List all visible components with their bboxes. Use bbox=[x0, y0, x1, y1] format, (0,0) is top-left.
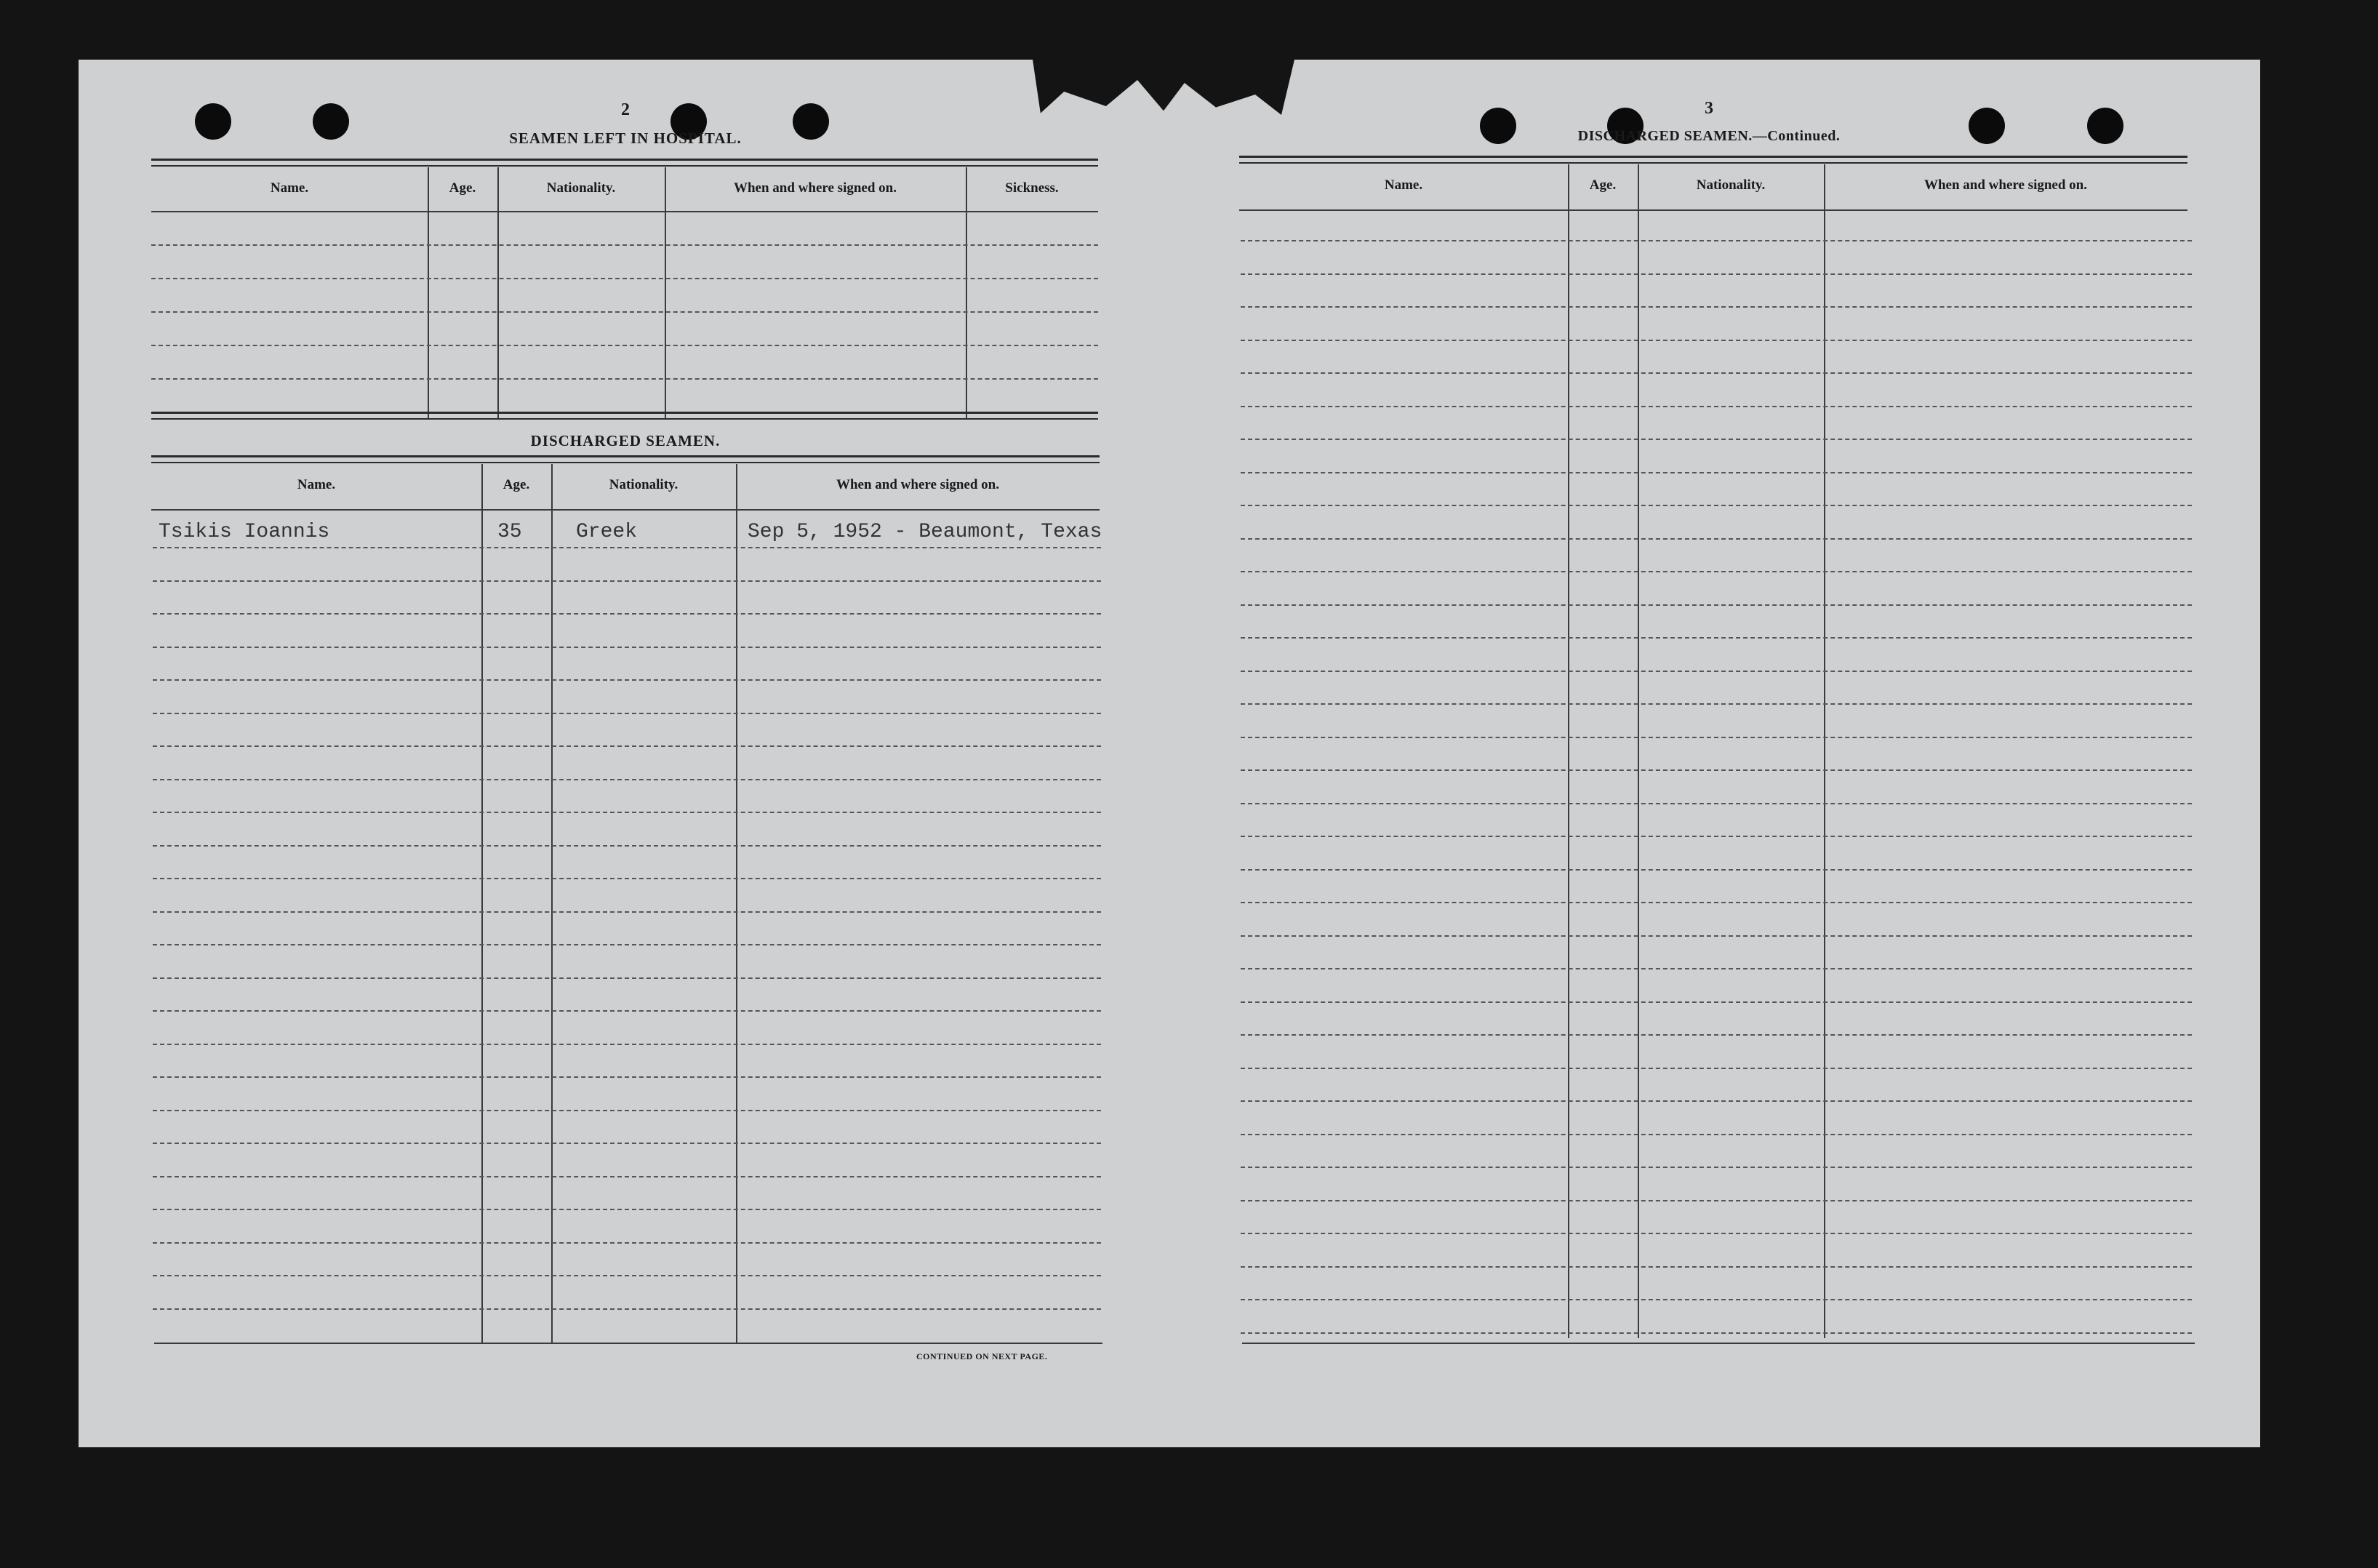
ruled-line bbox=[1241, 1100, 2192, 1102]
ruled-line bbox=[1241, 406, 2192, 407]
ruled-line bbox=[1241, 637, 2192, 639]
ruled-line bbox=[1241, 1200, 2192, 1201]
ruled-line bbox=[1241, 803, 2192, 804]
ruled-line bbox=[1241, 869, 2192, 871]
hospital-section-title: SEAMEN LEFT IN HOSPITAL. bbox=[509, 129, 742, 147]
seaman-age: 35 bbox=[497, 521, 522, 543]
punch-hole bbox=[1969, 108, 2005, 144]
punch-hole bbox=[2087, 108, 2123, 144]
seaman-signed-on: Sep 5, 1952 - Beaumont, Texas bbox=[748, 521, 1102, 543]
hospital-header-nationality: Nationality. bbox=[546, 180, 616, 196]
discharged-header-rule bbox=[151, 509, 1100, 511]
ruled-line bbox=[153, 878, 1101, 879]
ruled-line bbox=[151, 311, 1098, 313]
ruled-line bbox=[151, 244, 1098, 246]
ruled-line bbox=[1241, 1266, 2192, 1268]
ruled-line bbox=[153, 1209, 1101, 1210]
discharged-bottom-rule bbox=[154, 1343, 1102, 1344]
ruled-line bbox=[153, 745, 1101, 747]
ruled-line bbox=[153, 1242, 1101, 1244]
ruled-line bbox=[151, 278, 1098, 279]
ruled-line bbox=[1241, 538, 2192, 540]
ruled-line bbox=[1241, 1034, 2192, 1036]
right-header-rule bbox=[1239, 209, 2187, 211]
right-page-title: DISCHARGED SEAMEN.—Continued. bbox=[1577, 128, 1841, 144]
ruled-line bbox=[153, 580, 1101, 582]
hospital-header-signed-on: When and where signed on. bbox=[733, 180, 897, 196]
ruled-line bbox=[1241, 472, 2192, 473]
ruled-line bbox=[151, 345, 1098, 346]
right-bottom-rule bbox=[1242, 1343, 2195, 1344]
ruled-line bbox=[1241, 1001, 2192, 1003]
ruled-line bbox=[1241, 340, 2192, 341]
discharged-header-age: Age. bbox=[503, 477, 530, 492]
ruled-line bbox=[153, 1076, 1101, 1078]
page-number-left: 2 bbox=[621, 100, 630, 119]
ruled-line bbox=[1241, 372, 2192, 374]
hospital-header-sickness: Sickness. bbox=[1005, 180, 1059, 196]
discharged-header-signed-on: When and where signed on. bbox=[836, 477, 999, 492]
seaman-nationality: Greek bbox=[576, 521, 638, 543]
ruled-line bbox=[1241, 306, 2192, 308]
hospital-header-name: Name. bbox=[270, 180, 309, 196]
ruled-line bbox=[1241, 671, 2192, 672]
ruled-line bbox=[1241, 836, 2192, 837]
right-header-nationality: Nationality. bbox=[1696, 177, 1766, 193]
ruled-line bbox=[153, 1275, 1101, 1276]
hospital-header-rule bbox=[151, 211, 1098, 212]
ruled-line bbox=[151, 378, 1098, 380]
page-number-right: 3 bbox=[1705, 99, 1713, 118]
ruled-line bbox=[1241, 935, 2192, 937]
ruled-line bbox=[1241, 505, 2192, 506]
ruled-line bbox=[1241, 737, 2192, 738]
ruled-line bbox=[1241, 1134, 2192, 1135]
ruled-line bbox=[1241, 1332, 2192, 1334]
discharged-col-divider bbox=[481, 464, 483, 1343]
ruled-line bbox=[153, 845, 1101, 847]
hospital-col-divider bbox=[966, 167, 967, 419]
hospital-col-divider bbox=[665, 167, 666, 419]
discharged-col-divider bbox=[551, 464, 553, 1343]
ruled-line bbox=[153, 779, 1101, 780]
ruled-line bbox=[153, 1308, 1101, 1310]
ruled-line bbox=[1241, 1167, 2192, 1168]
punch-hole bbox=[195, 103, 231, 140]
hospital-col-divider bbox=[428, 167, 429, 419]
hospital-top-rule bbox=[151, 159, 1098, 167]
discharged-header-nationality: Nationality. bbox=[609, 477, 678, 492]
ruled-line bbox=[153, 977, 1101, 979]
ruled-line bbox=[1241, 902, 2192, 903]
ruled-line bbox=[153, 713, 1101, 714]
ruled-line bbox=[153, 1010, 1101, 1012]
punch-hole bbox=[313, 103, 349, 140]
right-header-age: Age. bbox=[1589, 177, 1617, 193]
ruled-line bbox=[153, 812, 1101, 813]
document-sheet bbox=[79, 60, 2260, 1447]
hospital-bottom-rule bbox=[151, 412, 1098, 420]
ruled-line bbox=[153, 944, 1101, 945]
ruled-line bbox=[1241, 1233, 2192, 1234]
discharged-section-title: DISCHARGED SEAMEN. bbox=[530, 432, 721, 449]
ruled-line bbox=[153, 1110, 1101, 1111]
right-header-signed-on: When and where signed on. bbox=[1923, 177, 2087, 193]
ruled-line bbox=[1241, 769, 2192, 771]
ruled-line bbox=[153, 679, 1101, 681]
discharged-col-divider bbox=[736, 464, 737, 1343]
discharged-top-rule bbox=[151, 455, 1100, 463]
ruled-line bbox=[153, 647, 1101, 648]
discharged-header-name: Name. bbox=[297, 477, 336, 492]
ruled-line bbox=[1241, 703, 2192, 705]
ruled-line bbox=[153, 911, 1101, 913]
ruled-line bbox=[153, 547, 1101, 548]
ruled-line bbox=[1241, 571, 2192, 572]
ruled-line bbox=[1241, 273, 2192, 275]
ruled-line bbox=[1241, 1068, 2192, 1069]
seaman-name: Tsikis Ioannis bbox=[159, 521, 330, 543]
continued-note: CONTINUED ON NEXT PAGE. bbox=[916, 1351, 1048, 1361]
ruled-line bbox=[1241, 439, 2192, 440]
right-header-name: Name. bbox=[1384, 177, 1423, 193]
ruled-line bbox=[1241, 1299, 2192, 1300]
ruled-line bbox=[153, 613, 1101, 615]
ruled-line bbox=[1241, 968, 2192, 969]
ruled-line bbox=[153, 1176, 1101, 1177]
ruled-line bbox=[1241, 240, 2192, 241]
ruled-line bbox=[153, 1143, 1101, 1144]
ruled-line bbox=[1241, 604, 2192, 606]
hospital-col-divider bbox=[497, 167, 499, 419]
ruled-line bbox=[153, 1044, 1101, 1045]
hospital-header-age: Age. bbox=[449, 180, 476, 196]
right-top-rule bbox=[1239, 156, 2187, 164]
